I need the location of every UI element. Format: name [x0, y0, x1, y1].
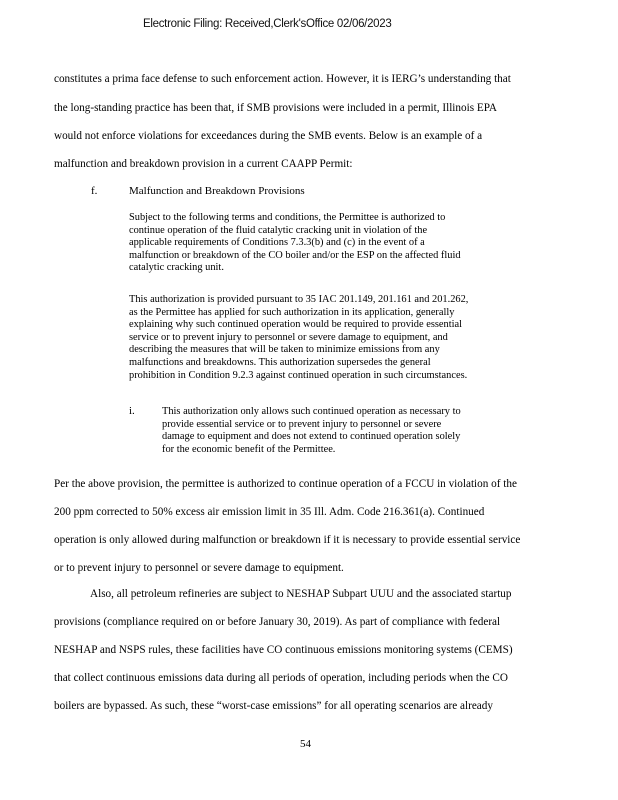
body-text-line: provisions (compliance required on or before January 30, 2019). As part of compliance with federal	[54, 616, 501, 628]
body-text-line: would not enforce violations for exceedances during the SMB events. Below is an example of a	[54, 130, 483, 142]
sub-item-marker: i.	[129, 405, 135, 417]
body-text-line: constitutes a prima face defense to such enforcement action. However, it is IERG’s understanding that	[54, 73, 511, 85]
body-text-line: 200 ppm corrected to 50% excess air emission limit in 35 Ill. Adm. Code 216.361(a). Continued	[54, 506, 485, 518]
sub-item-text: This authorization only allows such continued operation as necessary to provide essential service or to prevent injury to personnel or severe damage to equipment and does not extend to continued operation solely for the economic benefit of the Permittee.	[162, 406, 461, 455]
filing-stamp-header: Electronic Filing: Received,Clerk'sOffice 02/06/2023	[143, 18, 392, 30]
body-text-line: NESHAP and NSPS rules, these facilities have CO continuous emissions monitoring systems (CEMS)	[54, 644, 513, 656]
page-number: 54	[300, 738, 311, 750]
body-text-line: operation is only allowed during malfunction or breakdown if it is necessary to provide essential service	[54, 534, 521, 546]
body-text-line: the long-standing practice has been that, if SMB provisions were included in a permit, Illinois EPA	[54, 102, 497, 114]
body-text-line: or to prevent injury to personnel or severe damage to equipment.	[54, 562, 344, 574]
provision-paragraph-1: Subject to the following terms and conditions, the Permittee is authorized to continue operation of the fluid catalytic cracking unit in violation of the applicable requirements of Conditions 7.3.3(b) and (c) in the event of a malfunction or breakdown of the CO boiler and/or the ESP on the affected fluid catalytic cracking unit.	[129, 212, 461, 274]
provision-title: Malfunction and Breakdown Provisions	[129, 185, 305, 197]
body-text-line: boilers are bypassed. As such, these “worst-case emissions” for all operating scenarios are already	[54, 700, 493, 712]
body-text-line: malfunction and breakdown provision in a current CAAPP Permit:	[54, 158, 353, 170]
body-text-line: Also, all petroleum refineries are subject to NESHAP Subpart UUU and the associated startup	[90, 588, 512, 600]
provision-paragraph-2: This authorization is provided pursuant to 35 IAC 201.149, 201.161 and 201.262, as the Permittee has applied for such authorization in its application, generally explaining why such continued operation would be required to provide essential service or to prevent injury to personnel or severe damage to equipment, and describing the measures that will be taken to minimize emissions from any malfunctions and breakdowns. This authorization supersedes the general prohibition in Condition 9.2.3 against continued operation in such circumstances.	[129, 294, 469, 381]
provision-marker: f.	[91, 185, 98, 197]
body-text-line: Per the above provision, the permittee is authorized to continue operation of a FCCU in violation of the	[54, 478, 517, 490]
body-text-line: that collect continuous emissions data during all periods of operation, including periods when the CO	[54, 672, 508, 684]
